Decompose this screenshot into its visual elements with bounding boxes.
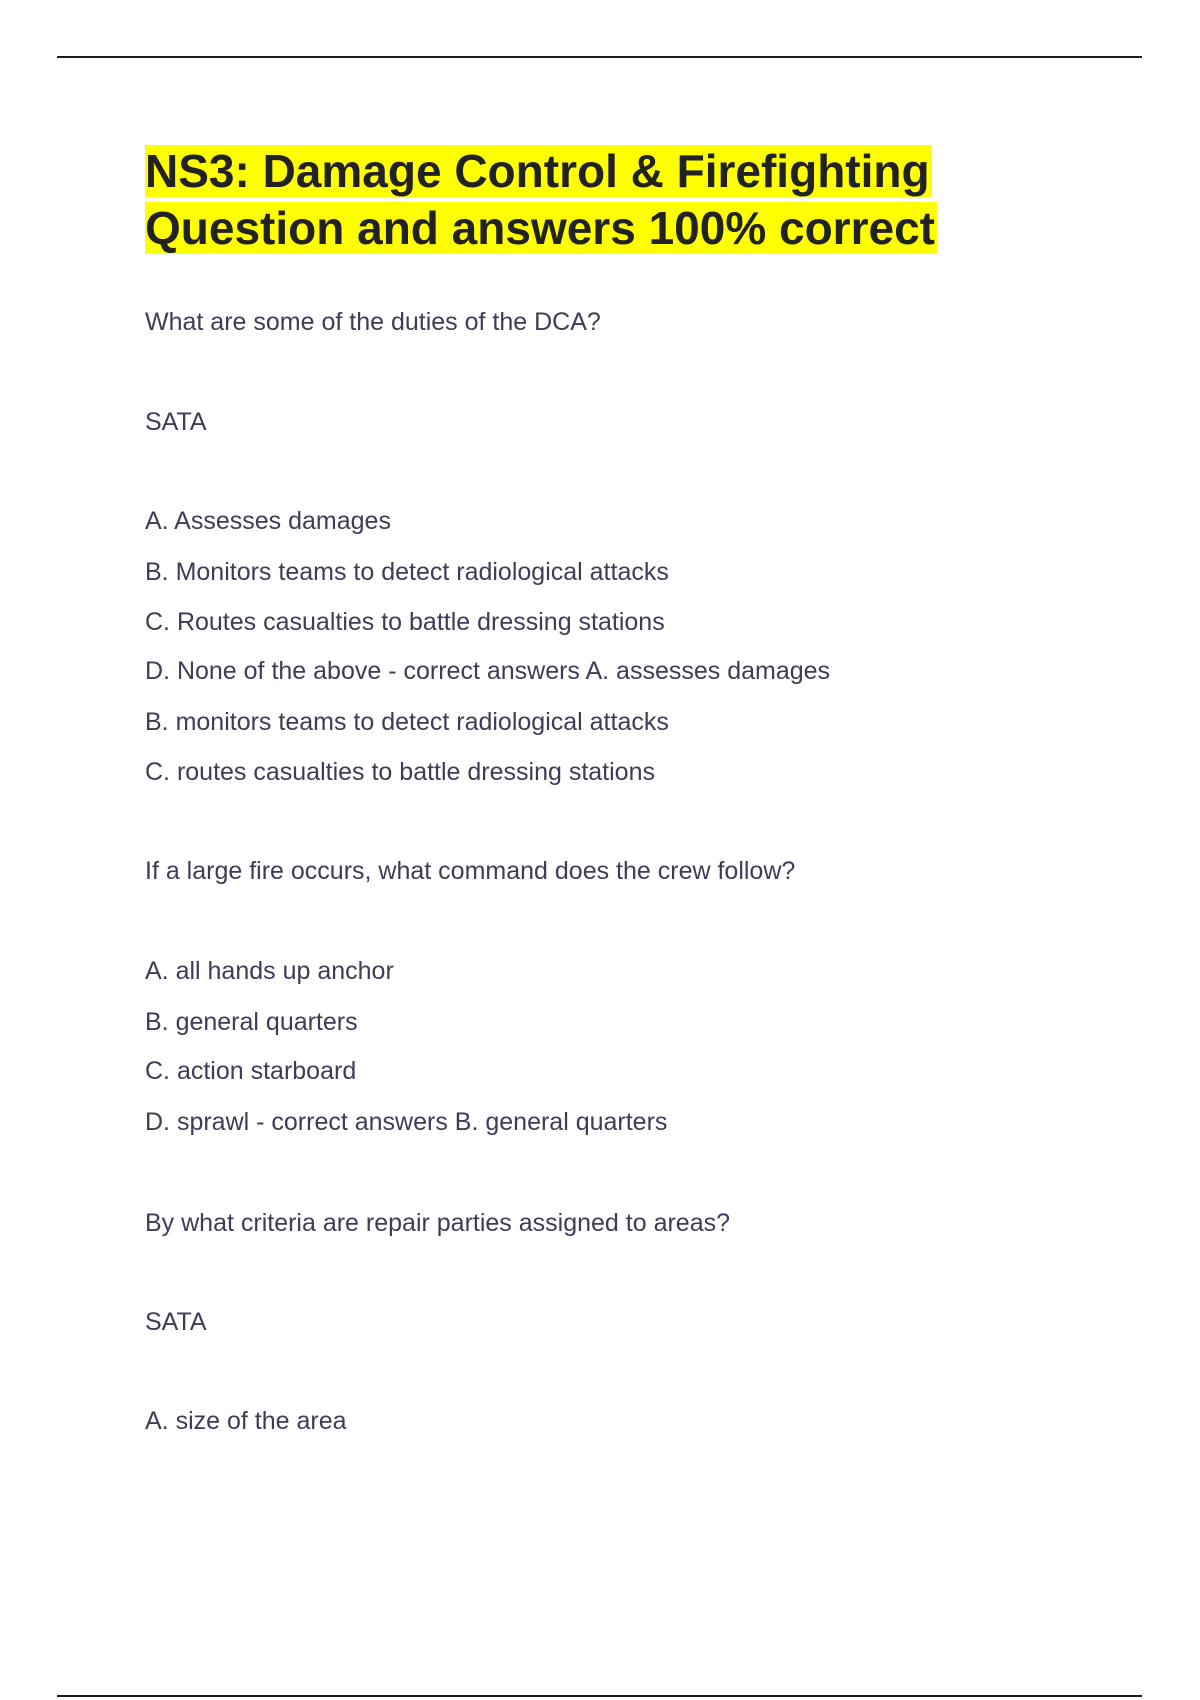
footer-rule <box>57 1695 1142 1697</box>
title-line-2: Question and answers 100% correct <box>145 202 935 254</box>
header-rule <box>57 56 1142 58</box>
question-1-answer-c: C. routes casualties to battle dressing stations <box>145 758 655 786</box>
document-title <box>145 143 937 257</box>
question-1-prompt: What are some of the duties of the DCA? <box>145 308 601 336</box>
title-line-1: NS3: Damage Control & Firefighting <box>145 145 930 197</box>
question-1-note: SATA <box>145 408 207 436</box>
question-1-answer-b: B. monitors teams to detect radiological attacks <box>145 708 669 736</box>
question-2-option-c: C. action starboard <box>145 1057 357 1085</box>
question-1-option-b: B. Monitors teams to detect radiological attacks <box>145 558 669 586</box>
question-3-prompt: By what criteria are repair parties assigned to areas? <box>145 1209 731 1237</box>
question-2-option-a: A. all hands up anchor <box>145 957 394 985</box>
question-1-option-a: A. Assesses damages <box>145 507 391 535</box>
question-3-note: SATA <box>145 1308 207 1336</box>
question-2-option-d: D. sprawl - correct answers B. general quarters <box>145 1108 668 1136</box>
question-2-prompt: If a large fire occurs, what command does the crew follow? <box>145 857 796 885</box>
question-1-option-c: C. Routes casualties to battle dressing stations <box>145 608 665 636</box>
question-3-option-a: A. size of the area <box>145 1407 347 1435</box>
question-1-option-d: D. None of the above - correct answers A. assesses damages <box>145 657 831 685</box>
question-2-option-b: B. general quarters <box>145 1008 358 1036</box>
